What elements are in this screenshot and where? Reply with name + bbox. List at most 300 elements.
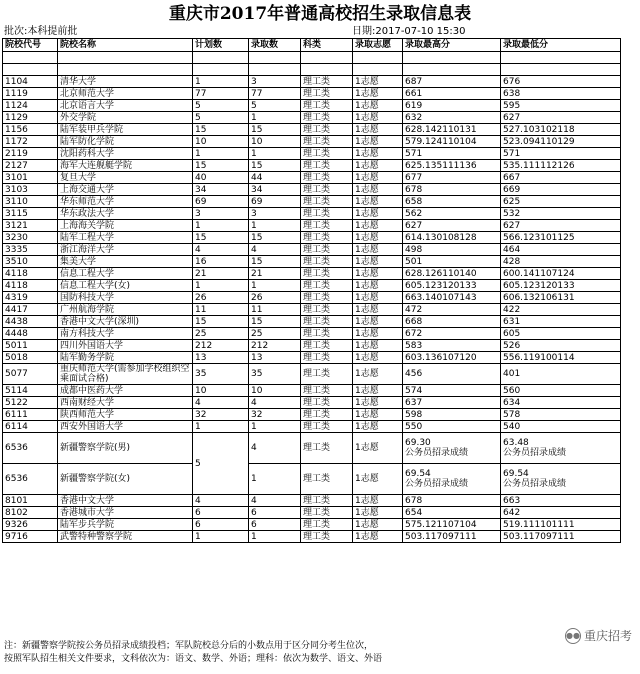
cell-min-score: 606.132106131 (501, 292, 621, 304)
footnote-line-2: 按照军队招生相关文件要求，文科依次为：语文、数学、外语；理科：依次为数学、语文、外语 (4, 654, 383, 664)
cell-min-score: 523.094110129 (501, 136, 621, 148)
cell-code: 4118 (3, 280, 58, 292)
cell-code: 1124 (3, 100, 58, 112)
table-row (3, 76, 621, 88)
cell-name: 武警特种警察学院 (58, 531, 193, 543)
cell-admit: 4 (249, 433, 301, 464)
cell-name: 浙江海洋大学 (58, 244, 193, 256)
cell-plan: 34 (193, 184, 249, 196)
cell-name: 清华大学 (58, 76, 193, 88)
cell-code: 5114 (3, 385, 58, 397)
cell-admit: 212 (249, 340, 301, 352)
cell-category: 理工类 (301, 124, 353, 136)
cell-max-score: 550 (403, 421, 501, 433)
cell-category: 理工类 (301, 507, 353, 519)
table-row (3, 100, 621, 112)
cell-plan: 4 (193, 495, 249, 507)
cell-name: 外交学院 (58, 112, 193, 124)
cell-category: 理工类 (301, 256, 353, 268)
cell-admit: 3 (249, 76, 301, 88)
cell-max-score: 637 (403, 397, 501, 409)
cell-code: 4118 (3, 268, 58, 280)
cell-max-score: 598 (403, 409, 501, 421)
max-score-value: 69.30 (405, 438, 431, 448)
footnote-line-1: 注：新疆警察学院按公务员招录成绩投档；军队院校总分后的小数点用于区分同分考生位次， (4, 641, 374, 651)
cell-volunteer (353, 64, 403, 76)
cell-plan: 21 (193, 268, 249, 280)
cell-plan: 13 (193, 352, 249, 364)
cell-max-score: 503.117097111 (403, 531, 501, 543)
cell-name: 成都中医药大学 (58, 385, 193, 397)
cell-category: 理工类 (301, 433, 353, 464)
cell-max-score: 687 (403, 76, 501, 88)
cell-category: 理工类 (301, 268, 353, 280)
cell-name: 上海海关学院 (58, 220, 193, 232)
cell-volunteer: 1志愿 (353, 433, 403, 464)
cell-min-score (501, 464, 621, 495)
cell-name: 陕西师范大学 (58, 409, 193, 421)
cell-plan: 1 (193, 220, 249, 232)
cell-admit: 1 (249, 112, 301, 124)
table-row (3, 208, 621, 220)
table-row (3, 340, 621, 352)
cell-plan: 1 (193, 280, 249, 292)
cell-plan: 77 (193, 88, 249, 100)
cell-max-score: 571 (403, 148, 501, 160)
cell-min-score: 638 (501, 88, 621, 100)
table-row (3, 409, 621, 421)
min-score-value: 69.54 (503, 469, 529, 479)
cell-code: 3121 (3, 220, 58, 232)
table-row (3, 364, 621, 385)
cell-min-score: 422 (501, 304, 621, 316)
table-row (3, 464, 621, 495)
cell-code: 4417 (3, 304, 58, 316)
cell-min-score: 540 (501, 421, 621, 433)
cell-code: 2127 (3, 160, 58, 172)
cell-max-score: 654 (403, 507, 501, 519)
cell-volunteer: 1志愿 (353, 340, 403, 352)
cell-volunteer: 1志愿 (353, 464, 403, 495)
cell-name: 沈阳药科大学 (58, 148, 193, 160)
min-score-note: 公务员招录成绩 (503, 448, 567, 458)
watermark-text: 重庆招考 (583, 629, 632, 643)
cell-category: 理工类 (301, 364, 353, 385)
cell-category: 理工类 (301, 76, 353, 88)
cell-volunteer: 1志愿 (353, 208, 403, 220)
cell-code: 4319 (3, 292, 58, 304)
table-row (3, 196, 621, 208)
table-row (3, 232, 621, 244)
cell-admit: 21 (249, 268, 301, 280)
cell-name: 华东政法大学 (58, 208, 193, 220)
cell-volunteer: 1志愿 (353, 328, 403, 340)
cell-admit: 1 (249, 421, 301, 433)
cell-name: 香港城市大学 (58, 507, 193, 519)
cell-volunteer: 1志愿 (353, 280, 403, 292)
wechat-icon: ●● (565, 628, 581, 644)
cell-admit: 26 (249, 292, 301, 304)
cell-max-score (403, 433, 501, 464)
cell-volunteer: 1志愿 (353, 100, 403, 112)
cell-code: 5077 (3, 364, 58, 385)
cell-plan: 10 (193, 385, 249, 397)
cell-name: 重庆师范大学(需参加学校组织空乘面试合格) (58, 364, 193, 385)
cell-category: 理工类 (301, 88, 353, 100)
cell-volunteer: 1志愿 (353, 292, 403, 304)
table-row (3, 495, 621, 507)
cell-volunteer: 1志愿 (353, 160, 403, 172)
header-admit: 录取数 (249, 39, 301, 52)
cell-code: 9326 (3, 519, 58, 531)
cell-name: 陆军步兵学院 (58, 519, 193, 531)
cell-name: 国防科技大学 (58, 292, 193, 304)
cell-min-score (501, 64, 621, 76)
cell-admit: 13 (249, 352, 301, 364)
cell-volunteer: 1志愿 (353, 76, 403, 88)
cell-volunteer: 1志愿 (353, 316, 403, 328)
cell-min-score: 625 (501, 196, 621, 208)
header-min-score: 录取最低分 (501, 39, 621, 52)
cell-max-score: 658 (403, 196, 501, 208)
cell-plan: 4 (193, 244, 249, 256)
cell-max-score: 583 (403, 340, 501, 352)
max-score-note: 公务员招录成绩 (405, 479, 469, 489)
cell-admit: 1 (249, 280, 301, 292)
cell-name: 新疆警察学院(男) (58, 433, 193, 464)
cell-plan: 10 (193, 136, 249, 148)
cell-admit: 69 (249, 196, 301, 208)
cell-code: 3335 (3, 244, 58, 256)
cell-max-score: 501 (403, 256, 501, 268)
cell-admit: 6 (249, 507, 301, 519)
cell-admit: 4 (249, 495, 301, 507)
cell-name: 陆军防化学院 (58, 136, 193, 148)
table-row (3, 172, 621, 184)
cell-code: 8102 (3, 507, 58, 519)
cell-min-score: 526 (501, 340, 621, 352)
cell-volunteer: 1志愿 (353, 364, 403, 385)
cell-plan: 40 (193, 172, 249, 184)
cell-max-score: 678 (403, 184, 501, 196)
cell-volunteer: 1志愿 (353, 220, 403, 232)
cell-min-score: 560 (501, 385, 621, 397)
cell-name: 海军大连舰艇学院 (58, 160, 193, 172)
cell-volunteer: 1志愿 (353, 244, 403, 256)
cell-volunteer: 1志愿 (353, 124, 403, 136)
cell-min-score: 600.141107124 (501, 268, 621, 280)
cell-max-score: 628.142110131 (403, 124, 501, 136)
cell-max-score (403, 52, 501, 64)
cell-volunteer: 1志愿 (353, 385, 403, 397)
cell-volunteer: 1志愿 (353, 495, 403, 507)
cell-plan: 1 (193, 148, 249, 160)
cell-max-score: 498 (403, 244, 501, 256)
cell-plan: 15 (193, 316, 249, 328)
table-row (3, 244, 621, 256)
cell-name: 北京师范大学 (58, 88, 193, 100)
cell-volunteer: 1志愿 (353, 531, 403, 543)
cell-code: 5018 (3, 352, 58, 364)
cell-admit: 77 (249, 88, 301, 100)
cell-plan: 15 (193, 232, 249, 244)
cell-max-score: 472 (403, 304, 501, 316)
cell-max-score: 575.121107104 (403, 519, 501, 531)
table-row (3, 88, 621, 100)
table-row (3, 328, 621, 340)
header-volunteer: 录取志愿 (353, 39, 403, 52)
cell-name: 香港中文大学(深圳) (58, 316, 193, 328)
header-category: 科类 (301, 39, 353, 52)
cell-name: 四川外国语大学 (58, 340, 193, 352)
table-row (3, 433, 621, 464)
table-row (3, 112, 621, 124)
cell-min-score: 571 (501, 148, 621, 160)
cell-category: 理工类 (301, 136, 353, 148)
cell-plan: 1 (193, 531, 249, 543)
cell-plan (193, 64, 249, 76)
cell-min-score: 627 (501, 220, 621, 232)
table-row (3, 160, 621, 172)
cell-admit: 15 (249, 124, 301, 136)
cell-code: 1156 (3, 124, 58, 136)
cell-name: 新疆警察学院(女) (58, 464, 193, 495)
cell-plan: 5 (193, 433, 249, 495)
table-row (3, 148, 621, 160)
cell-admit: 1 (249, 531, 301, 543)
cell-plan: 1 (193, 421, 249, 433)
cell-max-score: 562 (403, 208, 501, 220)
admission-table (2, 38, 621, 543)
cell-max-score: 663.140107143 (403, 292, 501, 304)
table-row (3, 268, 621, 280)
cell-admit: 15 (249, 316, 301, 328)
cell-code: 1129 (3, 112, 58, 124)
cell-plan: 3 (193, 208, 249, 220)
cell-code: 6536 (3, 464, 58, 495)
cell-min-score: 503.117097111 (501, 531, 621, 543)
table-header (3, 39, 621, 52)
cell-volunteer: 1志愿 (353, 352, 403, 364)
cell-category: 理工类 (301, 196, 353, 208)
table-row (3, 136, 621, 148)
cell-max-score: 625.135111136 (403, 160, 501, 172)
cell-plan: 4 (193, 397, 249, 409)
cell-code (3, 52, 58, 64)
cell-min-score: 519.111101111 (501, 519, 621, 531)
cell-category: 理工类 (301, 397, 353, 409)
cell-code: 8101 (3, 495, 58, 507)
cell-name: 南方科技大学 (58, 328, 193, 340)
table-row (3, 304, 621, 316)
cell-admit (249, 64, 301, 76)
cell-code: 3103 (3, 184, 58, 196)
cell-code: 3510 (3, 256, 58, 268)
cell-min-score: 428 (501, 256, 621, 268)
cell-code: 6536 (3, 433, 58, 464)
cell-category: 理工类 (301, 328, 353, 340)
cell-min-score: 605.123120133 (501, 280, 621, 292)
cell-max-score: 627 (403, 220, 501, 232)
cell-admit: 15 (249, 160, 301, 172)
cell-plan: 26 (193, 292, 249, 304)
cell-volunteer (353, 52, 403, 64)
cell-plan: 69 (193, 196, 249, 208)
cell-plan: 5 (193, 100, 249, 112)
table-row (3, 531, 621, 543)
header-name: 院校名称 (58, 39, 193, 52)
cell-category: 理工类 (301, 220, 353, 232)
cell-admit: 1 (249, 148, 301, 160)
table-row (3, 184, 621, 196)
cell-admit: 3 (249, 208, 301, 220)
cell-name: 陆军装甲兵学院 (58, 124, 193, 136)
cell-name (58, 64, 193, 76)
cell-name: 西南财经大学 (58, 397, 193, 409)
cell-code: 1172 (3, 136, 58, 148)
cell-volunteer: 1志愿 (353, 196, 403, 208)
cell-max-score: 677 (403, 172, 501, 184)
cell-volunteer: 1志愿 (353, 304, 403, 316)
cell-code: 1104 (3, 76, 58, 88)
cell-min-score (501, 433, 621, 464)
cell-code: 4438 (3, 316, 58, 328)
cell-name (58, 52, 193, 64)
cell-category: 理工类 (301, 352, 353, 364)
cell-plan: 6 (193, 507, 249, 519)
cell-max-score: 678 (403, 495, 501, 507)
table-row (3, 124, 621, 136)
cell-category: 理工类 (301, 421, 353, 433)
cell-category: 理工类 (301, 292, 353, 304)
cell-category (301, 64, 353, 76)
cell-code: 6111 (3, 409, 58, 421)
table-row (3, 507, 621, 519)
cell-max-score: 672 (403, 328, 501, 340)
cell-min-score: 631 (501, 316, 621, 328)
cell-category: 理工类 (301, 304, 353, 316)
cell-admit: 44 (249, 172, 301, 184)
cell-plan: 11 (193, 304, 249, 316)
cell-category: 理工类 (301, 232, 353, 244)
cell-volunteer: 1志愿 (353, 268, 403, 280)
cell-volunteer: 1志愿 (353, 112, 403, 124)
cell-min-score: 634 (501, 397, 621, 409)
watermark (565, 627, 632, 644)
cell-volunteer: 1志愿 (353, 184, 403, 196)
min-score-value: 63.48 (503, 438, 529, 448)
cell-name: 西安外国语大学 (58, 421, 193, 433)
cell-name: 广州航海学院 (58, 304, 193, 316)
cell-min-score: 595 (501, 100, 621, 112)
cell-admit: 34 (249, 184, 301, 196)
cell-admit: 4 (249, 397, 301, 409)
cell-min-score: 464 (501, 244, 621, 256)
cell-code: 3110 (3, 196, 58, 208)
cell-code: 3115 (3, 208, 58, 220)
table-row (3, 519, 621, 531)
cell-volunteer: 1志愿 (353, 172, 403, 184)
cell-code: 1119 (3, 88, 58, 100)
cell-name: 复旦大学 (58, 172, 193, 184)
cell-category: 理工类 (301, 172, 353, 184)
cell-admit: 4 (249, 244, 301, 256)
cell-min-score: 669 (501, 184, 621, 196)
table-row (3, 64, 621, 76)
cell-code: 3230 (3, 232, 58, 244)
cell-min-score: 667 (501, 172, 621, 184)
cell-name: 信息工程大学 (58, 268, 193, 280)
cell-code: 4448 (3, 328, 58, 340)
cell-code: 6114 (3, 421, 58, 433)
cell-name: 集美大学 (58, 256, 193, 268)
cell-name: 信息工程大学(女) (58, 280, 193, 292)
cell-code: 9716 (3, 531, 58, 543)
cell-min-score: 566.123101125 (501, 232, 621, 244)
cell-min-score: 676 (501, 76, 621, 88)
cell-admit: 15 (249, 232, 301, 244)
cell-category: 理工类 (301, 409, 353, 421)
cell-min-score: 605 (501, 328, 621, 340)
cell-min-score: 627 (501, 112, 621, 124)
cell-admit: 6 (249, 519, 301, 531)
table-row (3, 397, 621, 409)
cell-category: 理工类 (301, 519, 353, 531)
cell-name: 上海交通大学 (58, 184, 193, 196)
cell-min-score: 401 (501, 364, 621, 385)
cell-admit (249, 52, 301, 64)
cell-plan: 25 (193, 328, 249, 340)
cell-volunteer: 1志愿 (353, 88, 403, 100)
header-max-score: 录取最高分 (403, 39, 501, 52)
cell-plan: 35 (193, 364, 249, 385)
cell-volunteer: 1志愿 (353, 409, 403, 421)
table-row (3, 316, 621, 328)
cell-category: 理工类 (301, 208, 353, 220)
table-row (3, 385, 621, 397)
cell-category: 理工类 (301, 316, 353, 328)
cell-plan: 6 (193, 519, 249, 531)
table-row (3, 220, 621, 232)
page-title: 重庆市2017年普通高校招生录取信息表 (168, 4, 472, 24)
cell-category: 理工类 (301, 340, 353, 352)
cell-plan: 212 (193, 340, 249, 352)
cell-min-score: 642 (501, 507, 621, 519)
table-row (3, 256, 621, 268)
cell-max-score (403, 64, 501, 76)
cell-volunteer: 1志愿 (353, 232, 403, 244)
cell-category: 理工类 (301, 160, 353, 172)
cell-volunteer: 1志愿 (353, 519, 403, 531)
cell-name: 北京语言大学 (58, 100, 193, 112)
cell-min-score (501, 52, 621, 64)
batch-label: 批次:本科提前批 (4, 26, 78, 37)
cell-name: 香港中文大学 (58, 495, 193, 507)
cell-plan: 32 (193, 409, 249, 421)
cell-volunteer: 1志愿 (353, 507, 403, 519)
cell-max-score: 628.126110140 (403, 268, 501, 280)
cell-volunteer: 1志愿 (353, 256, 403, 268)
cell-admit: 1 (249, 464, 301, 495)
cell-category: 理工类 (301, 112, 353, 124)
min-score-note: 公务员招录成绩 (503, 479, 567, 489)
cell-volunteer: 1志愿 (353, 421, 403, 433)
cell-admit: 5 (249, 100, 301, 112)
cell-plan (193, 52, 249, 64)
cell-admit: 11 (249, 304, 301, 316)
cell-admit: 35 (249, 364, 301, 385)
cell-admit: 1 (249, 220, 301, 232)
